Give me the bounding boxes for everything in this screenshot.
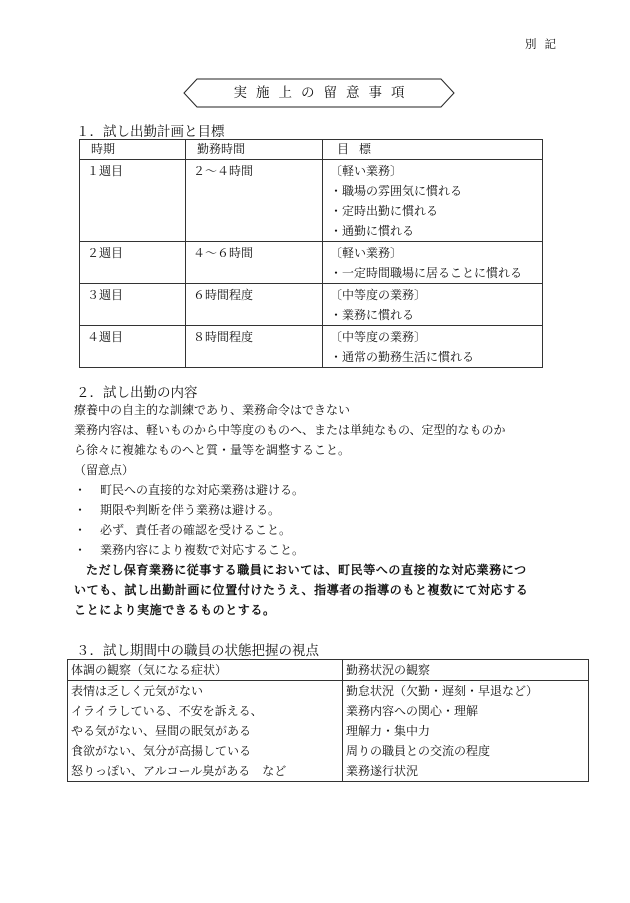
exception-text: いても、試し出勤計画に位置付けたうえ、指導者の指導のもと複数にて対応する bbox=[74, 583, 529, 597]
exception-text: ことにより実施できるものとする。 bbox=[74, 603, 276, 617]
table-row bbox=[80, 284, 543, 326]
goal-line: 〔軽い業務〕 bbox=[330, 246, 403, 260]
work-item: 勤怠状況（欠勤・遅刻・早退など） bbox=[346, 684, 539, 698]
symptom-item: 怒りっぽい、アルコール臭がある など bbox=[71, 764, 287, 778]
list-item bbox=[74, 520, 574, 540]
symptom-item: 食欲がない、気分が高揚している bbox=[71, 744, 252, 758]
schedule-header-row bbox=[80, 140, 543, 160]
bullet-dot: ・ bbox=[74, 523, 87, 537]
symptom-item: やる気がない、昼間の眠気がある bbox=[71, 724, 252, 738]
list-item bbox=[74, 500, 574, 520]
bullet-text: 業務内容により複数で対応すること。 bbox=[100, 543, 305, 557]
paragraph: 業務内容は、軽いものから中等度のものへ、または単純なもの、定型的なものか bbox=[74, 423, 506, 437]
header-goals: 目標 bbox=[323, 140, 543, 160]
hours-cell: ４～６時間 bbox=[193, 246, 254, 260]
bullet-dot: ・ bbox=[74, 543, 87, 557]
goal-line: ・業務に慣れる bbox=[330, 308, 415, 322]
exception-text: ただし保育業務に従事する職員においては、町民等への直接的な対応業務につ bbox=[86, 563, 527, 577]
goal-line: 〔中等度の業務〕 bbox=[330, 330, 427, 344]
period-cell: ３週目 bbox=[87, 288, 124, 302]
section2-body bbox=[74, 400, 574, 620]
title-banner bbox=[183, 78, 455, 108]
section1-heading: １．試し出勤計画と目標 bbox=[76, 124, 225, 140]
goal-line: ・一定時間職場に居ることに慣れる bbox=[330, 266, 523, 280]
header-hours: 勤務時間 bbox=[186, 140, 323, 160]
list-item bbox=[74, 540, 574, 560]
paragraph: ら徐々に複雑なものへと質・量等を調整すること。 bbox=[74, 443, 351, 457]
bullet-text: 必ず、責任者の確認を受けること。 bbox=[100, 523, 292, 537]
work-item: 業務内容への関心・理解 bbox=[346, 704, 479, 718]
annex-label: 別記 bbox=[525, 37, 564, 51]
table-row bbox=[68, 681, 589, 782]
goal-line: 〔軽い業務〕 bbox=[330, 164, 403, 178]
period-cell: １週目 bbox=[87, 164, 124, 178]
section3-heading: ３．試し期間中の職員の状態把握の視点 bbox=[76, 643, 319, 659]
goal-line: ・定時出勤に慣れる bbox=[330, 204, 439, 218]
page-title: 実施上の留意事項 bbox=[233, 85, 414, 101]
list-item bbox=[74, 480, 574, 500]
header-physical: 体調の観察（気になる症状） bbox=[68, 660, 343, 681]
goal-line: ・通常の勤務生活に慣れる bbox=[330, 350, 475, 364]
period-cell: ２週目 bbox=[87, 246, 124, 260]
observation-header-row bbox=[68, 660, 589, 681]
table-row bbox=[80, 326, 543, 368]
work-item: 業務遂行状況 bbox=[346, 764, 419, 778]
goal-line: ・通勤に慣れる bbox=[330, 224, 415, 238]
paragraph: 療養中の自主的な訓練であり、業務命令はできない bbox=[74, 403, 351, 417]
work-item: 理解力・集中力 bbox=[346, 724, 431, 738]
table-row bbox=[80, 242, 543, 284]
header-work: 勤務状況の観察 bbox=[343, 660, 589, 681]
bullet-dot: ・ bbox=[74, 503, 87, 517]
notes-label: （留意点） bbox=[74, 463, 135, 477]
bullet-text: 期限や判断を伴う業務は避ける。 bbox=[100, 503, 281, 517]
schedule-table bbox=[79, 139, 543, 368]
symptom-item: 表情は乏しく元気がない bbox=[71, 684, 204, 698]
symptom-item: イライラしている、不安を訴える、 bbox=[71, 704, 263, 718]
period-cell: ４週目 bbox=[87, 330, 124, 344]
table-row bbox=[80, 160, 543, 242]
hours-cell: ８時間程度 bbox=[193, 330, 254, 344]
header-period: 時期 bbox=[80, 140, 186, 160]
goal-line: ・職場の雰囲気に慣れる bbox=[330, 184, 463, 198]
work-item: 周りの職員との交流の程度 bbox=[346, 744, 491, 758]
section2-heading: ２．試し出勤の内容 bbox=[76, 385, 198, 401]
bullet-text: 町民への直接的な対応業務は避ける。 bbox=[100, 483, 305, 497]
observation-table bbox=[67, 659, 589, 782]
hours-cell: ２～４時間 bbox=[193, 164, 254, 178]
goal-line: 〔中等度の業務〕 bbox=[330, 288, 427, 302]
hours-cell: ６時間程度 bbox=[193, 288, 254, 302]
bullet-dot: ・ bbox=[74, 483, 87, 497]
